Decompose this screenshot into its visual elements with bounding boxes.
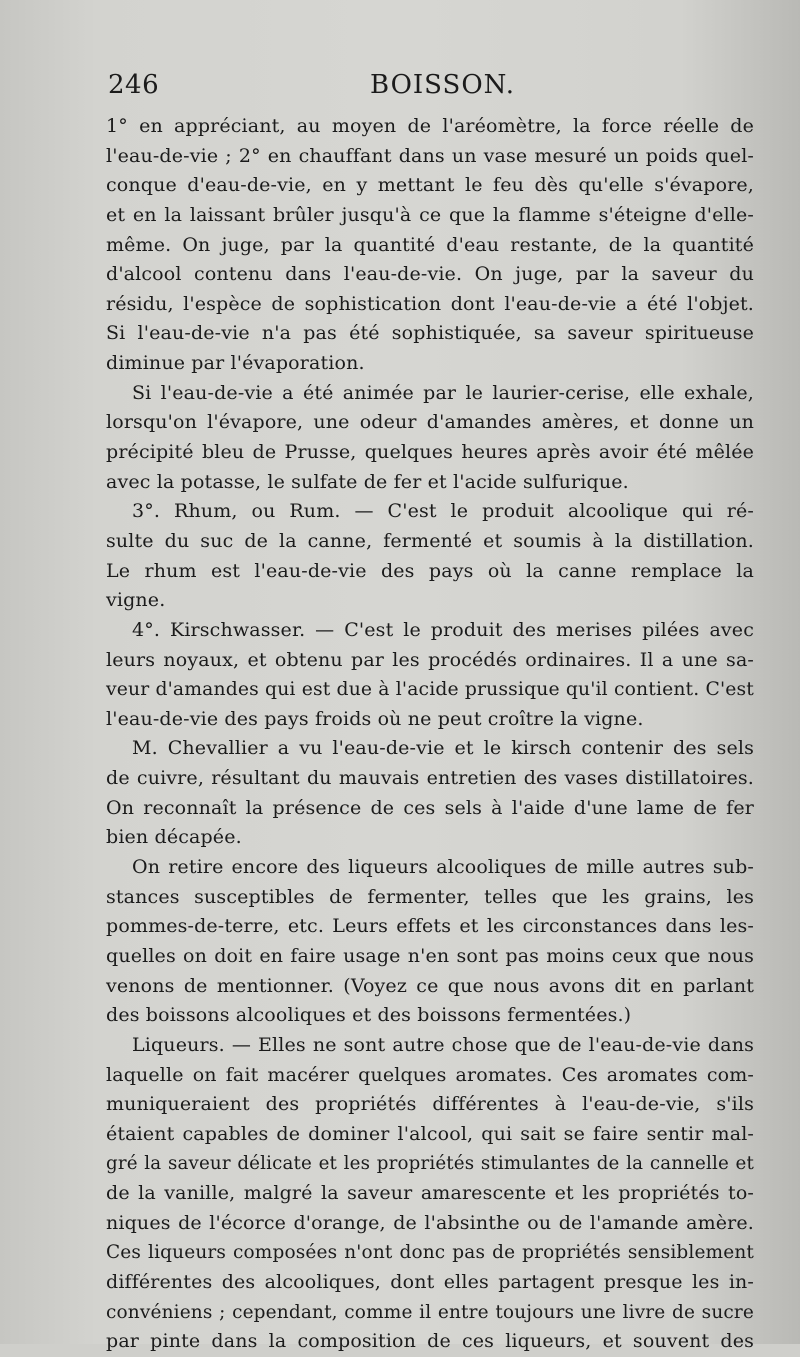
text-line: l'eau-de-vie ; 2° en chauffant dans un vase mesuré un poids quel- bbox=[106, 144, 754, 167]
text-line: lorsqu'on l'évapore, une odeur d'amandes amères, et donne un bbox=[106, 411, 754, 434]
text-line: Liqueurs. — Elles ne sont autre chose que de l'eau-de-vie dans bbox=[132, 1033, 754, 1056]
page-number: 246 bbox=[108, 70, 160, 100]
text-line: d'alcool contenu dans l'eau-de-vie. On juge, par la saveur du bbox=[106, 263, 754, 286]
text-line: 4°. Kirschwasser. — C'est le produit des merises pilées avec bbox=[132, 618, 754, 641]
text-line: Si l'eau-de-vie a été animée par le laurier-cerise, elle exhale, bbox=[132, 381, 754, 404]
text-line: étaient capables de dominer l'alcool, qui sait se faire sentir mal- bbox=[106, 1122, 754, 1145]
text-line: et en la laissant brûler jusqu'à ce que la flamme s'éteigne d'elle- bbox=[106, 203, 754, 226]
text-line: l'eau-de-vie des pays froids où ne peut croître la vigne. bbox=[106, 707, 644, 730]
text-line: leurs noyaux, et obtenu par les procédés ordinaires. Il a une sa- bbox=[106, 648, 754, 671]
text-line: venons de mentionner. (Voyez ce que nous avons dit en parlant bbox=[106, 974, 754, 997]
text-line: laquelle on fait macérer quelques aromates. Ces aromates com- bbox=[106, 1063, 754, 1086]
text-line: M. Chevallier a vu l'eau-de-vie et le kirsch contenir des sels bbox=[132, 737, 754, 760]
text-line: bien décapée. bbox=[106, 826, 242, 849]
text-line: 1° en appréciant, au moyen de l'aréomètre, la force réelle de bbox=[106, 115, 754, 137]
text-line: On reconnaît la présence de ces sels à l'aide d'une lame de fer bbox=[106, 796, 754, 819]
text-line: différentes des alcooliques, dont elles partagent presque les in- bbox=[106, 1270, 754, 1293]
text-line: résidu, l'espèce de sophistication dont l'eau-de-vie a été l'objet. bbox=[106, 292, 754, 315]
text-line: pommes-de-terre, etc. Leurs effets et les circonstances dans les- bbox=[106, 915, 754, 938]
text-line: muniqueraient des propriétés différentes à l'eau-de-vie, s'ils bbox=[106, 1093, 754, 1116]
text-line: veur d'amandes qui est due à l'acide prussique qu'il contient. C'est bbox=[106, 679, 754, 701]
text-line: même. On juge, par la quantité d'eau restante, de la quantité bbox=[106, 233, 754, 256]
running-title: BOISSON. bbox=[370, 70, 516, 100]
text-line: gré la saveur délicate et les propriétés stimulantes de la cannelle et bbox=[106, 1153, 754, 1175]
text-line: quelles on doit en faire usage n'en sont pas moins ceux que nous bbox=[106, 944, 754, 967]
text-line: conque d'eau-de-vie, en y mettant le feu dès qu'elle s'évapore, bbox=[106, 174, 754, 197]
text-line: de cuivre, résultant du mauvais entretien des vases distillatoires. bbox=[106, 767, 754, 790]
text-line: niques de l'écorce d'orange, de l'absinthe ou de l'amande amère. bbox=[106, 1211, 754, 1234]
text-line: On retire encore des liqueurs alcooliques de mille autres sub- bbox=[132, 856, 754, 879]
text-line: sulte du suc de la canne, fermenté et soumis à la distillation. bbox=[106, 529, 754, 552]
text-line: Le rhum est l'eau-de-vie des pays où la canne remplace la bbox=[106, 559, 754, 582]
text-line: Si l'eau-de-vie n'a pas été sophistiquée, sa saveur spiritueuse bbox=[106, 322, 754, 345]
text-line: vigne. bbox=[106, 589, 166, 612]
text-line: diminue par l'évaporation. bbox=[106, 352, 365, 375]
text-line: de la vanille, malgré la saveur amarescente et les propriétés to- bbox=[106, 1182, 754, 1205]
text-line: Ces liqueurs composées n'ont donc pas de propriétés sensiblement bbox=[106, 1242, 754, 1264]
text-line: avec la potasse, le sulfate de fer et l'acide sulfurique. bbox=[106, 470, 629, 493]
text-line: 3°. Rhum, ou Rum. — C'est le produit alcoolique qui ré- bbox=[132, 500, 754, 523]
text-line: des boissons alcooliques et des boissons fermentées.) bbox=[106, 1004, 632, 1027]
text-line: convéniens ; cependant, comme il entre toujours une livre de sucre bbox=[106, 1301, 754, 1323]
text-line: par pinte dans la composition de ces liqueurs, et souvent des bbox=[106, 1330, 754, 1353]
text-line: stances susceptibles de fermenter, telles que les grains, les bbox=[106, 885, 754, 908]
body-text bbox=[106, 112, 754, 1357]
text-line: précipité bleu de Prusse, quelques heures après avoir été mêlée bbox=[106, 441, 754, 464]
page-header bbox=[108, 70, 756, 106]
